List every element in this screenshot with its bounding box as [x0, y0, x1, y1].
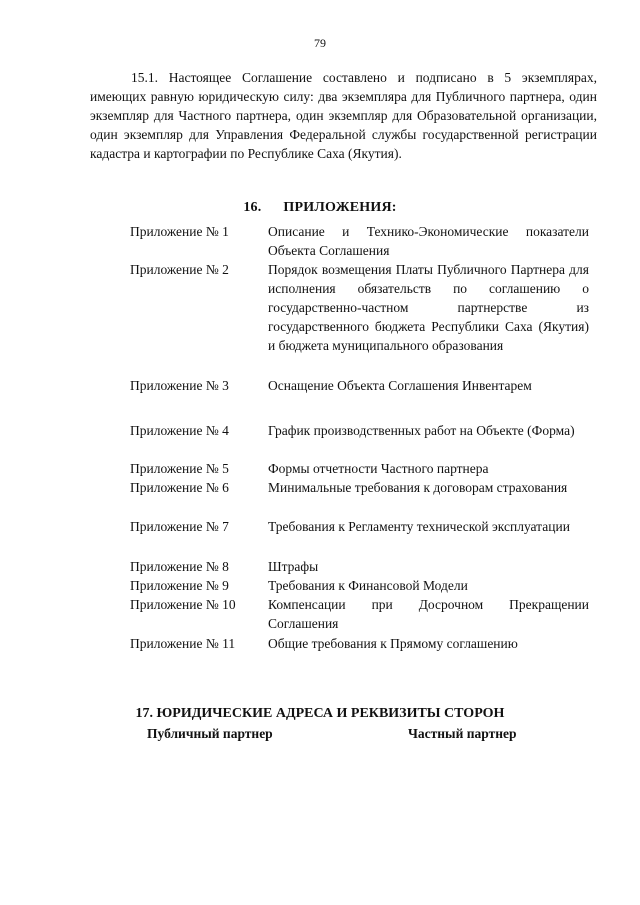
appendix-label: Приложение № 5	[130, 461, 229, 476]
appendix-description: Описание и Технико-Экономические показатели Объекта Соглашения	[268, 224, 589, 258]
appendix-label: Приложение № 6	[130, 480, 229, 495]
appendix-label: Приложение № 1	[130, 224, 229, 239]
appendix-description: Общие требования к Прямому соглашению	[268, 636, 518, 651]
section-16-heading	[0, 200, 640, 216]
appendix-description: Требования к Финансовой Модели	[268, 578, 468, 593]
appendix-label: Приложение № 3	[130, 378, 229, 393]
clause-15-1: 15.1. Настоящее Соглашение составлено и подписано в 5 экземплярах, имеющих равную юридическую силу: два экземпляра для Публичного партнера, один экземпляр для Частного партнера, один экземпляр для Образовательной организации, один экземпляр для Управления Федеральной службы государственной регистрации кадастра и картографии по Республике Саха (Якутия).	[90, 70, 597, 161]
appendix-description: Минимальные требования к договорам страхования	[268, 480, 568, 495]
appendix-description: Формы отчетности Частного партнера	[268, 461, 489, 476]
appendix-description: График производственных работ на Объекте (Форма)	[268, 423, 575, 438]
section-16-title: ПРИЛОЖЕНИЯ:	[283, 200, 397, 215]
appendix-description: Требования к Регламенту технической эксплуатации	[268, 519, 570, 534]
appendix-label: Приложение № 9	[130, 578, 229, 593]
appendix-description: Порядок возмещения Платы Публичного Партнера для исполнения обязательств по соглашению о государственно-частном партнерстве из государственного бюджета Республики Саха (Якутия) и бюджета муниципального образования	[268, 262, 589, 353]
section-16-number: 16.	[243, 200, 262, 215]
appendix-label: Приложение № 2	[130, 262, 229, 277]
appendix-description: Штрафы	[268, 559, 319, 574]
private-partner-heading: Частный партнер	[408, 726, 517, 741]
public-partner-heading: Публичный партнер	[147, 726, 273, 741]
appendix-description: Компенсации при Досрочном Прекращении Соглашения	[268, 597, 589, 631]
appendix-label: Приложение № 7	[130, 519, 229, 534]
appendix-label: Приложение № 10	[130, 597, 236, 612]
appendix-label: Приложение № 8	[130, 559, 229, 574]
appendix-description: Оснащение Объекта Соглашения Инвентарем	[268, 378, 532, 393]
section-17-heading: 17. ЮРИДИЧЕСКИЕ АДРЕСА И РЕКВИЗИТЫ СТОРОН	[135, 706, 505, 721]
appendix-label: Приложение № 4	[130, 423, 229, 438]
appendix-label: Приложение № 11	[130, 636, 236, 651]
page-number: 79	[314, 36, 326, 50]
